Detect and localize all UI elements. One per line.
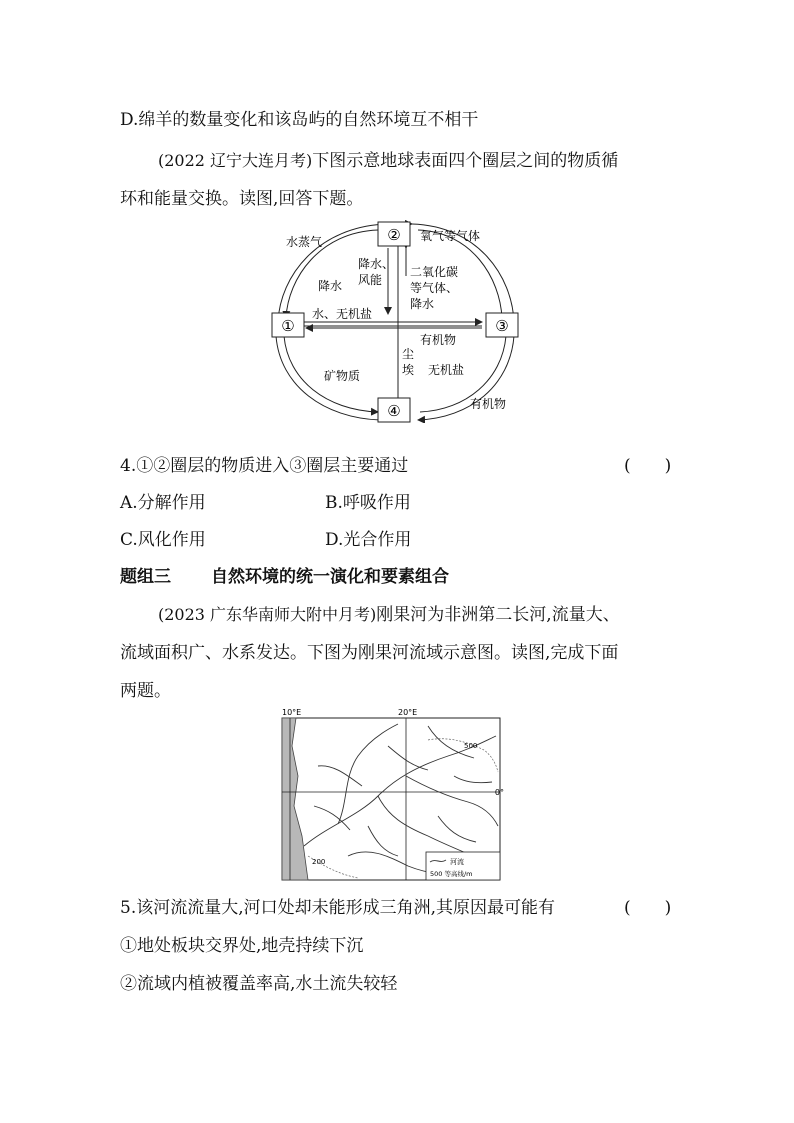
- q4-option-d: D.光合作用: [325, 530, 412, 550]
- source-citation: (2022 辽宁大连月考): [158, 151, 313, 170]
- group-title: 自然环境的统一演化和要素组合: [211, 567, 449, 587]
- q4-option-a: A.分解作用: [120, 493, 206, 513]
- q5-statement-1: ①地处板块交界处,地壳持续下沉: [120, 936, 364, 956]
- question-5: 5.该河流流量大,河口处却未能形成三角洲,其原因最可能有: [120, 898, 556, 918]
- intro-paragraph-1: [158, 146, 618, 171]
- label-inorganic-salt: 无机盐: [428, 363, 465, 377]
- sphere-label-4: ④: [387, 402, 401, 420]
- group-heading: [120, 562, 449, 587]
- label-precip-wind-1: 降水、: [358, 257, 395, 271]
- contour-label-200: 200: [312, 858, 326, 866]
- label-oxygen: 氧气等气体: [420, 229, 481, 243]
- legend-river: 河流: [450, 858, 464, 866]
- option-d-prev: D.绵羊的数量变化和该岛屿的自然环境互不相干: [120, 110, 479, 130]
- question-4: 4.①②圈层的物质进入③圈层主要通过: [120, 456, 409, 476]
- q5-statement-2: ②流域内植被覆盖率高,水土流失较轻: [120, 974, 398, 994]
- intro-paragraph-2-cont: 流域面积广、水系发达。下图为刚果河流域示意图。读图,完成下面: [120, 643, 619, 663]
- label-water-salt: 水、无机盐: [312, 307, 373, 321]
- label-precip-left: 降水: [318, 279, 343, 293]
- q4-option-c: C.风化作用: [120, 530, 206, 550]
- label-precip-wind-2: 风能: [358, 273, 383, 287]
- label-dust-2: 埃: [402, 363, 415, 377]
- intro-paragraph-2-end: 两题。: [120, 681, 171, 701]
- sphere-label-3: ③: [495, 317, 509, 335]
- label-organic-bottom: 有机物: [470, 397, 507, 411]
- label-co2-1: 二氧化碳: [410, 265, 459, 279]
- label-co2-3: 降水: [410, 297, 435, 311]
- group-label: 题组三: [120, 567, 171, 587]
- legend-contour: 500 等高线/m: [430, 870, 473, 878]
- lat-label-0: 0°: [494, 788, 504, 797]
- label-water-vapor: 水蒸气: [286, 235, 323, 249]
- congo-basin-map: [278, 706, 504, 882]
- sphere-cycle-diagram: [260, 218, 530, 423]
- label-organic-mid: 有机物: [420, 333, 457, 347]
- intro-paragraph-1-cont: 环和能量交换。读图,回答下题。: [120, 189, 364, 209]
- label-co2-2: 等气体、: [410, 281, 459, 295]
- sphere-label-2: ②: [387, 226, 401, 244]
- q4-option-b: B.呼吸作用: [325, 493, 411, 513]
- source-citation-2: (2023 广东华南师大附中月考): [158, 605, 377, 624]
- answer-blank-5: ( ): [624, 898, 672, 918]
- label-dust-1: 尘: [402, 347, 415, 361]
- intro-text-2: 刚果河为非洲第二长河,流量大、: [376, 605, 620, 625]
- answer-blank-4: ( ): [624, 456, 672, 476]
- lon-label-20e: 20°E: [398, 708, 418, 717]
- intro-text: 下图示意地球表面四个圈层之间的物质循: [312, 151, 619, 171]
- intro-paragraph-2: [158, 600, 620, 625]
- contour-label-500: 500: [464, 742, 478, 750]
- label-minerals: 矿物质: [324, 369, 361, 383]
- lon-label-10e: 10°E: [282, 708, 302, 717]
- sphere-label-1: ①: [281, 317, 295, 335]
